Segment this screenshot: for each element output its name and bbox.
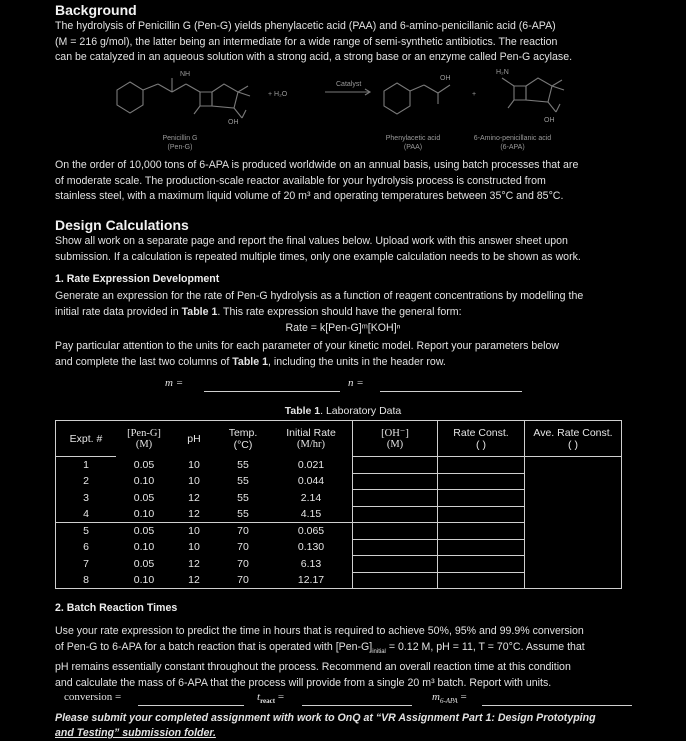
apa-abbr: (6-APA): [500, 144, 525, 151]
mass-apa-label: $m_{6-APA}$ =: [432, 691, 467, 706]
section-2-line3: pH remains essentially constant throughout the process. Recommend an overall reaction time at this condition: [55, 661, 571, 674]
background-p2-line2: of moderate scale. The production-scale reactor available for your hydrolysis process is constructed from: [55, 174, 546, 187]
header-initial-rate: Initial Rate (M/hr): [270, 421, 353, 457]
background-paragraph-2: [55, 158, 645, 205]
section-2-line1: Use your rate expression to predict the time in hours that is required to achieve 50%, 95% and 99.9% conversion: [55, 625, 584, 637]
water-label: + H₂O: [268, 91, 288, 98]
cell-expt: 7: [56, 556, 117, 573]
design-intro: [55, 234, 645, 265]
header-rate-const: Rate Const. ( ): [438, 421, 525, 457]
cell-expt: 8: [56, 572, 117, 589]
cell-oh[interactable]: [353, 457, 438, 474]
cell-ave-rate-const[interactable]: [525, 457, 622, 589]
section-1-text: [55, 289, 645, 320]
background-heading: Background: [55, 2, 137, 18]
n-answer-line[interactable]: [380, 391, 522, 392]
section-1-title: 1. Rate Expression Development: [55, 273, 220, 285]
cell-initial-rate: 2.14: [300, 491, 322, 504]
apa-beta-lactam-ring: [514, 86, 526, 100]
cell-peng: 0.10: [133, 508, 155, 520]
cell-temp: 70: [237, 541, 249, 554]
cell-ph: 10: [188, 541, 200, 554]
pen-g-benzene-ring: [117, 82, 143, 113]
cell-initial-rate: 4.15: [300, 508, 322, 520]
cell-ph: 12: [188, 508, 200, 520]
cell-peng: 0.10: [116, 572, 172, 589]
cell-initial-rate: 0.130: [297, 541, 325, 554]
cell-temp: 70: [237, 557, 249, 570]
cell-rate-const[interactable]: [438, 556, 525, 573]
cell-expt: 1: [56, 457, 117, 474]
submission-line2: and Testing” submission folder.: [55, 727, 216, 739]
nh-label: NH: [180, 71, 191, 78]
pen-g-thiazolidine-ring: [212, 84, 238, 108]
rate-expression: Rate = k[Pen-G]ᵐ[KOH]ⁿ: [285, 322, 401, 334]
cell-temp: 55: [237, 475, 249, 488]
paa-label: [368, 134, 458, 152]
cell-rate-const[interactable]: [438, 523, 525, 540]
m-label: m =: [165, 377, 184, 389]
oh-label-peng: OH: [228, 119, 239, 126]
cell-initial-rate: 6.13: [300, 557, 322, 570]
background-p1-line1: The hydrolysis of Penicillin G (Pen-G) yields phenylacetic acid (PAA) and 6-amino-penicillanic acid (6-APA): [55, 20, 556, 32]
cell-ph: 12: [172, 572, 216, 589]
laboratory-data-table: [55, 420, 622, 589]
section-2-title: 2. Batch Reaction Times: [55, 602, 178, 614]
cell-expt: 4: [56, 506, 117, 523]
submission-line1: Please submit your completed assignment with work to OnQ at “VR Assignment Part 1: Design Prototyping: [55, 712, 596, 724]
apa-label: [450, 134, 575, 152]
apa-thiazolidine-ring: [526, 78, 552, 102]
header-expt: Expt. #: [56, 421, 117, 457]
cell-oh[interactable]: [353, 490, 438, 507]
cell-peng: 0.05: [133, 557, 155, 570]
oh-label-apa: OH: [544, 117, 555, 124]
cell-oh[interactable]: [353, 556, 438, 573]
cell-peng: 0.05: [133, 458, 155, 471]
cell-peng: 0.10: [133, 541, 155, 554]
cell-rate-const[interactable]: [438, 572, 525, 589]
header-ph: pH: [172, 421, 216, 457]
cell-oh[interactable]: [353, 473, 438, 490]
paa-abbr: (PAA): [403, 144, 423, 151]
mass-apa-answer-line[interactable]: [482, 705, 632, 706]
table-header-row: [56, 421, 622, 457]
cell-expt: 5: [56, 523, 117, 540]
pen-g-abbr: (Pen-G): [167, 144, 193, 151]
cell-initial-rate: 0.021: [297, 458, 325, 471]
section-2-line2: of Pen-G to 6-APA for a batch reaction that is operated with $[Pen-G]_{initial} = 0.12$ M, pH = 11, T = 70°C. Assume that: [55, 640, 585, 655]
t-react-label: $t_{react}$ =: [257, 691, 285, 706]
design-intro-line1: Show all work on a separate page and report the final values below. Upload work with this answer sheet upon: [55, 235, 568, 247]
cell-rate-const[interactable]: [438, 473, 525, 490]
cell-oh[interactable]: [353, 506, 438, 523]
cell-peng: 0.05: [133, 491, 155, 504]
background-paragraph-1: [55, 19, 645, 66]
plus-sign: +: [472, 91, 477, 98]
apa-name: 6-Amino-penicillanic acid: [473, 135, 552, 142]
t-react-answer-line[interactable]: [302, 705, 412, 706]
cell-oh[interactable]: [353, 572, 438, 589]
reaction-scheme: [100, 68, 660, 130]
cell-ph: 10: [172, 523, 216, 540]
section-2-text: [55, 624, 645, 691]
cell-rate-const[interactable]: [438, 539, 525, 556]
design-intro-line2: submission. If a calculation is repeated multiple times, only one example calculation needs to be shown as work.: [55, 250, 581, 263]
cell-temp: 55: [237, 458, 249, 471]
cell-ph: 12: [188, 491, 200, 504]
pen-g-beta-lactam-ring: [200, 92, 212, 106]
header-oh: [OH⁻] (M): [353, 421, 438, 457]
cell-peng: 0.10: [133, 475, 155, 488]
cell-temp: 70: [216, 572, 270, 589]
catalyst-label: Catalyst: [336, 81, 362, 88]
submission-note: [55, 711, 645, 741]
cell-rate-const[interactable]: [438, 506, 525, 523]
table-caption: Table 1. Laboratory Data: [284, 405, 402, 417]
header-temp: Temp. (°C): [216, 421, 270, 457]
cell-peng: 0.05: [116, 523, 172, 540]
m-answer-line[interactable]: [204, 391, 340, 392]
cell-initial-rate: 0.044: [297, 475, 325, 488]
conversion-label: conversion =: [64, 691, 122, 703]
header-peng: [Pen-G] (M): [116, 421, 172, 457]
paa-name: Phenylacetic acid: [385, 135, 441, 142]
cell-ph: 10: [188, 475, 200, 488]
cell-expt: 6: [56, 539, 117, 556]
cell-rate-const[interactable]: [438, 457, 525, 474]
cell-temp: 70: [216, 523, 270, 540]
section-1-line3: Pay particular attention to the units for each parameter of your kinetic model. Report your parameters below: [55, 340, 560, 352]
cell-rate-const[interactable]: [438, 490, 525, 507]
pen-g-label: [140, 134, 220, 152]
section-1-line1: Generate an expression for the rate of Pen-G hydrolysis as a function of reagent concentrations by modelling the: [55, 290, 584, 302]
background-p1-line3: can be catalyzed in an aqueous solution with a strong acid, a strong base or an enzyme called Pen-G acylase.: [55, 51, 573, 63]
cell-expt: 2: [56, 473, 117, 490]
design-heading: Design Calculations: [55, 217, 189, 233]
table-row: [56, 457, 622, 474]
cell-oh[interactable]: [353, 523, 438, 540]
background-p1-line2: (M = 216 g/mol), the latter being an intermediate for a wide range of semi-synthetic antibiotics. The reaction: [55, 35, 558, 48]
cell-initial-rate: 0.065: [270, 523, 353, 540]
oh-label-paa: OH: [440, 75, 451, 82]
cell-ph: 10: [188, 458, 200, 471]
cell-temp: 55: [237, 491, 249, 504]
cell-ph: 12: [188, 557, 200, 570]
section-1-text-2: [55, 339, 645, 370]
n-label: n =: [348, 377, 364, 389]
pen-g-name: Penicillin G: [162, 135, 198, 142]
conversion-answer-line[interactable]: [138, 705, 244, 706]
h2n-label: H₂N: [496, 69, 509, 76]
section-2-line4: and calculate the mass of 6-APA that the process will provide from a single 20 m³ batch. Report with units.: [55, 676, 552, 689]
background-p2-line1: On the order of 10,000 tons of 6-APA is produced worldwide on an annual basis, using batch processes that are: [55, 159, 579, 171]
paa-benzene-ring: [384, 83, 410, 114]
section-1-line4: and complete the last two columns of Table 1, including the units in the header row.: [55, 355, 446, 368]
background-p2-line3: stainless steel, with a maximum liquid volume of 20 m³ and operating temperatures between 35°C and 85°C.: [55, 190, 564, 202]
cell-temp: 55: [237, 508, 249, 520]
cell-oh[interactable]: [353, 539, 438, 556]
section-1-line2: initial rate data provided in Table 1. This rate expression should have the general form:: [55, 305, 462, 318]
header-ave-rate-const: Ave. Rate Const. ( ): [525, 421, 622, 457]
cell-expt: 3: [56, 490, 117, 507]
cell-initial-rate: 12.17: [270, 572, 353, 589]
